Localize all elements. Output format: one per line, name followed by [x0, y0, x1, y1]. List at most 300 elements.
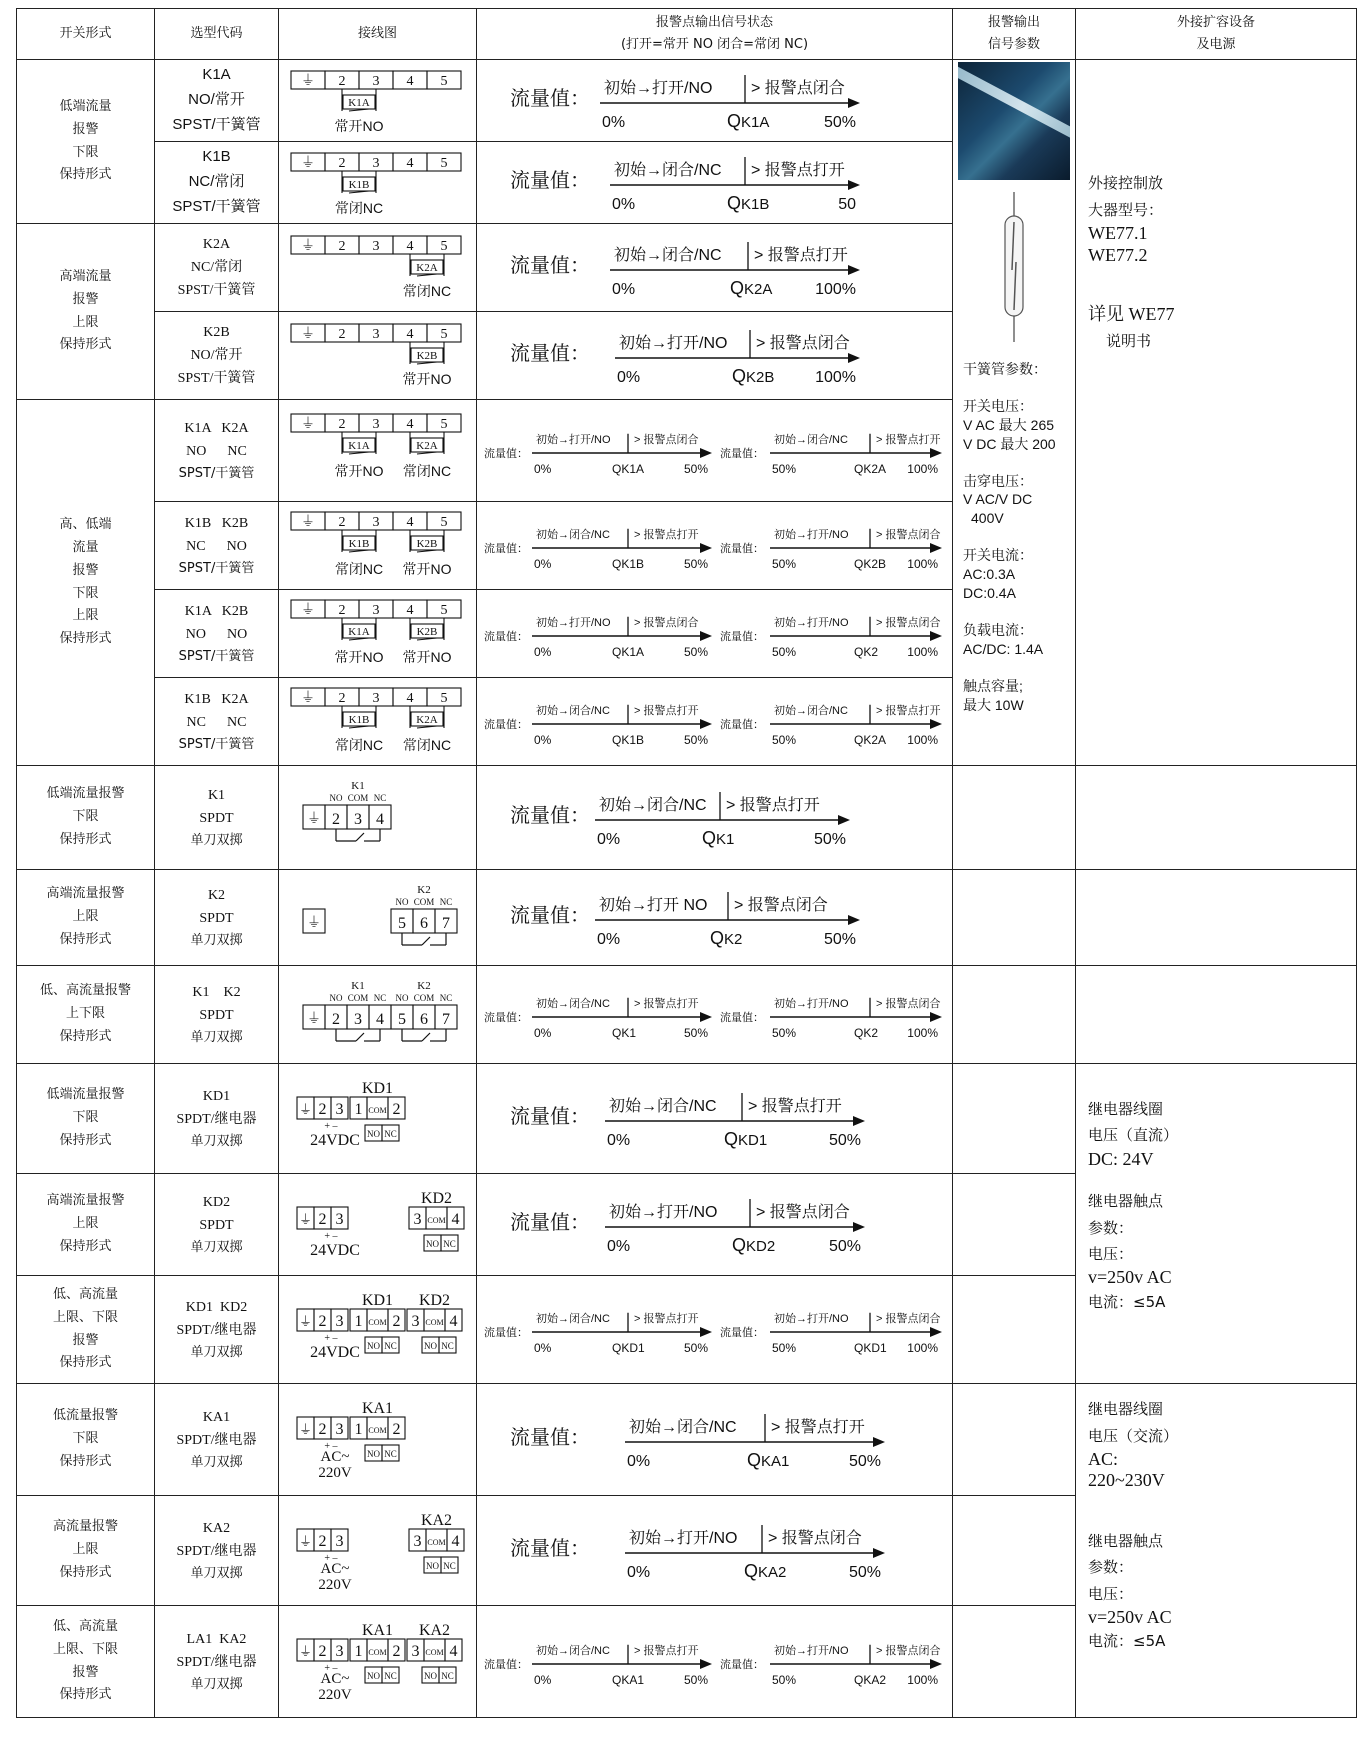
scale-start-label: 0% — [596, 830, 620, 848]
scale-end-label: 50% — [683, 461, 708, 476]
scale-end-label: 50% — [683, 732, 708, 747]
ground-icon: ⏚ — [298, 1533, 312, 1549]
alarm-point-label: QK1A — [726, 110, 769, 131]
init-state-label: 初始→闭合/NC — [773, 704, 848, 717]
status-r1 — [477, 60, 953, 142]
ground-icon: ⏚ — [300, 71, 315, 88]
contact-label: K1B — [348, 713, 369, 726]
nc-label: NC — [383, 1448, 397, 1459]
flow-value-label: 流量值： — [509, 1211, 590, 1234]
alarm-point-label: QK1 — [701, 827, 734, 848]
ext-empty-9 — [1076, 766, 1357, 870]
init-state-label: 初始→闭合/NC — [613, 161, 722, 179]
contact-label: K2A — [415, 439, 438, 452]
alarm-state-label: > 报警点闭合 — [875, 1312, 940, 1325]
terminal-number: 4 — [406, 602, 413, 618]
ground-icon: ⏚ — [298, 1211, 312, 1227]
header-status-title: 报警点输出信号状态 — [655, 14, 773, 30]
terminal-number: 3 — [353, 810, 362, 828]
scale-end-label: 50% — [683, 1025, 708, 1040]
alarm-state-label: > 报警点打开 — [747, 1097, 842, 1115]
axis-arrow-icon — [838, 815, 850, 825]
terminal-number: 5 — [397, 1010, 406, 1028]
terminal-number: 3 — [335, 1420, 343, 1438]
init-state-label: 初始→闭合/NC — [598, 796, 707, 814]
no-label: NO — [366, 1128, 380, 1139]
alarm-state-label: > 报警点打开 — [633, 704, 698, 717]
alarm-point-label: QK1B — [726, 192, 769, 213]
supply-label: 220V — [317, 1576, 352, 1593]
contact-type-label: 常闭NC — [402, 736, 451, 753]
code-k12: K1 K2 SPDT 单刀双掷 — [155, 966, 279, 1064]
init-state-label: 初始→打开/NO — [618, 334, 727, 352]
supply-label: 24VDC — [309, 1241, 360, 1259]
terminal-number: 1 — [354, 1312, 362, 1330]
wiring-k2b — [279, 312, 477, 400]
scale-start-label: 0% — [611, 195, 635, 213]
flow-value-label: 流量值： — [719, 447, 764, 460]
terminal-number: 7 — [441, 914, 450, 932]
header-row — [17, 9, 1357, 60]
init-state-label: 初始→闭合/NC — [773, 433, 848, 446]
status-r7 — [477, 590, 953, 678]
nc-label: NC — [383, 1128, 397, 1139]
axis-arrow-icon — [848, 265, 860, 275]
no-label: NO — [366, 1670, 380, 1681]
scale-start-label: 0% — [533, 1025, 551, 1040]
scale-start-label: 0% — [596, 930, 620, 948]
code-kd2: KD2 SPDT 单刀双掷 — [155, 1174, 279, 1276]
alarm-point-label: QK2 — [709, 927, 742, 948]
terminal-number: 2 — [338, 690, 345, 706]
terminal-number: 5 — [440, 155, 447, 171]
scale-start-label: 0% — [533, 1340, 551, 1355]
header-code: 选型代码 — [155, 9, 279, 60]
params-empty-14 — [953, 1276, 1076, 1384]
terminal-number: 2 — [318, 1532, 326, 1550]
ext-empty-11 — [1076, 966, 1357, 1064]
contact-label: K2A — [415, 261, 438, 274]
init-state-label: 初始→闭合/NC — [628, 1418, 737, 1436]
ground-icon: ⏚ — [300, 324, 315, 341]
code-k1a-k2b: K1A K2B NO NO SPST/干簧管 — [155, 590, 279, 678]
relay-name: KD2 — [418, 1291, 450, 1309]
no-label: NO — [425, 1560, 439, 1571]
com-label: COM — [426, 1215, 446, 1225]
reed-switch-drawing — [999, 192, 1029, 342]
params-empty-15 — [953, 1384, 1076, 1496]
scale-end-label: 50% — [683, 1672, 708, 1687]
axis-arrow-icon — [930, 1012, 942, 1022]
terminal-number: 2 — [338, 514, 345, 530]
supply-label: AC~ — [320, 1670, 349, 1687]
com-label: COM — [413, 992, 434, 1003]
alarm-point-label: QKA2 — [743, 1560, 786, 1581]
terminal-number: 4 — [451, 1532, 459, 1550]
terminal-number: 4 — [451, 1210, 459, 1228]
terminal-number: 3 — [411, 1642, 419, 1660]
terminal-number: 3 — [413, 1210, 421, 1228]
switch-form-high: 高端流量 报警 上限 保持形式 — [17, 224, 155, 400]
reed-params-cell — [953, 60, 1076, 766]
terminal-number: 3 — [335, 1312, 343, 1330]
terminal-number: 4 — [406, 326, 413, 342]
terminal-number: 3 — [372, 514, 379, 530]
axis-arrow-icon — [853, 1116, 865, 1126]
flow-value-label: 流量值： — [509, 904, 590, 927]
header-ext — [1076, 9, 1357, 60]
no-label: NO — [423, 1670, 437, 1681]
axis-arrow-icon — [873, 1437, 885, 1447]
terminal-number: 5 — [440, 514, 447, 530]
reed-params: 干簧管参数： 开关电压： V AC 最大 265 V DC 最大 200 击穿电压： V AC/V DC 400V 开关电流： AC:0.3A DC:0.4A 负载电流： AC/DC: 1.4A 触点容量; 最大 10W — [963, 361, 1056, 713]
init-state-label: 初始→闭合/NC — [535, 1312, 610, 1325]
flow-value-label: 流量值： — [483, 542, 528, 555]
terminal-number: 1 — [354, 1100, 362, 1118]
terminal-number: 3 — [372, 238, 379, 254]
scale-start-label: 0% — [606, 1237, 630, 1255]
scale-end-label: 50 — [837, 195, 856, 213]
wiring-la12 — [279, 1606, 477, 1718]
wiring-kd1 — [279, 1064, 477, 1174]
contact-type-label: 常闭NC — [334, 736, 383, 753]
com-label: COM — [367, 1647, 387, 1657]
alarm-point-label: QKD1 — [611, 1340, 645, 1355]
alarm-point-label: QK2A — [853, 732, 886, 747]
scale-end-label: 100% — [906, 461, 938, 476]
axis-arrow-icon — [930, 631, 942, 641]
scale-start-label: 0% — [533, 1672, 551, 1687]
contact-label: K1B — [348, 537, 369, 550]
supply-label: 24VDC — [309, 1131, 360, 1149]
terminal-number: 4 — [375, 1010, 384, 1028]
contact-label: K1A — [347, 439, 370, 452]
terminal-number: 2 — [338, 155, 345, 171]
axis-arrow-icon — [930, 1659, 942, 1669]
contact-type-label: 常开NO — [334, 648, 383, 665]
alarm-point-label: QKA2 — [853, 1672, 886, 1687]
switch-form-ka2: 高流量报警 上限 保持形式 — [17, 1496, 155, 1606]
contact-label: K1A — [347, 96, 370, 109]
alarm-state-label: > 报警点打开 — [770, 1418, 865, 1436]
axis-arrow-icon — [700, 631, 712, 641]
nc-label: NC — [440, 1670, 454, 1681]
polarity-label: + – — [323, 1230, 338, 1242]
params-empty-12 — [953, 1064, 1076, 1174]
terminal-number: 4 — [449, 1312, 457, 1330]
contact-label: K2B — [416, 537, 437, 550]
code-k2b: K2B NO/常开 SPST/干簧管 — [155, 312, 279, 400]
contact-label: K2B — [416, 349, 437, 362]
contact-type-label: 常开NO — [402, 648, 451, 665]
status-r2 — [477, 142, 953, 224]
alarm-state-label: > 报警点打开 — [753, 246, 848, 264]
code-ka2: KA2 SPDT/继电器 单刀双掷 — [155, 1496, 279, 1606]
init-state-label: 初始→打开/NO — [773, 1644, 849, 1657]
nc-label: NC — [373, 792, 386, 803]
flow-value-label: 流量值： — [509, 1537, 590, 1560]
flow-value-label: 流量值： — [509, 804, 590, 827]
flow-value-label: 流量值： — [719, 542, 764, 555]
alarm-point-label: QK2B — [853, 556, 886, 571]
com-label: COM — [367, 1317, 387, 1327]
terminal-number: 2 — [392, 1642, 400, 1660]
relay-name: KA1 — [361, 1621, 393, 1639]
params-empty-9 — [953, 766, 1076, 870]
alarm-point-label: QK1 — [611, 1025, 636, 1040]
relay-name: KA2 — [420, 1511, 452, 1529]
alarm-state-label: > 报警点闭合 — [750, 79, 845, 97]
ground-icon: ⏚ — [298, 1101, 312, 1117]
status-r14 — [477, 1276, 953, 1384]
flow-value-label: 流量值： — [509, 342, 590, 365]
header-wiring: 接线图 — [279, 9, 477, 60]
header-params — [953, 9, 1076, 60]
com-label: COM — [424, 1647, 444, 1657]
code-k1: K1 SPDT 单刀双掷 — [155, 766, 279, 870]
terminal-number: 4 — [406, 416, 413, 432]
axis-arrow-icon — [930, 1327, 942, 1337]
scale-start-label: 50% — [771, 556, 796, 571]
terminal-number: 5 — [440, 326, 447, 342]
contact-label: K1B — [348, 178, 369, 191]
code-k1a-k2a: K1A K2A NO NC SPST/干簧管 — [155, 400, 279, 502]
flow-value-label: 流量值： — [483, 718, 528, 731]
polarity-label: + – — [323, 1662, 338, 1674]
terminal-number: 5 — [440, 238, 447, 254]
switch-form-kd12: 低、高流量 上限、下限 报警 保持形式 — [17, 1276, 155, 1384]
wiring-k1a-k2b — [279, 590, 477, 678]
scale-start-label: 0% — [533, 732, 551, 747]
com-label: COM — [367, 1105, 387, 1115]
init-state-label: 初始→打开/NO — [773, 1312, 849, 1325]
switch-form-k12: 低、高流量报警 上下限 保持形式 — [17, 966, 155, 1064]
relay-name: KD1 — [361, 1291, 393, 1309]
terminal-number: 7 — [441, 1010, 450, 1028]
scale-end-label: 50% — [848, 1563, 881, 1581]
scale-start-label: 50% — [771, 644, 796, 659]
scale-end-label: 100% — [906, 1025, 938, 1040]
axis-arrow-icon — [873, 1548, 885, 1558]
terminal-number: 4 — [406, 238, 413, 254]
terminal-number: 1 — [354, 1642, 362, 1660]
contact-type-label: 常闭NC — [402, 462, 451, 479]
scale-end-label: 100% — [814, 280, 856, 298]
flow-value-label: 流量值： — [509, 87, 590, 110]
scale-start-label: 0% — [611, 280, 635, 298]
contact-type-label: 常开NO — [402, 560, 451, 577]
no-label: NO — [395, 896, 408, 907]
relay-name: K2 — [416, 883, 431, 896]
terminal-number: 3 — [335, 1100, 343, 1118]
nc-label: NC — [440, 1340, 454, 1351]
no-label: NO — [366, 1448, 380, 1459]
axis-arrow-icon — [848, 98, 860, 108]
wiring-k1a-k2a — [279, 400, 477, 502]
ground-icon: ⏚ — [300, 236, 315, 253]
init-state-label: 初始→闭合/NC — [535, 997, 610, 1010]
terminal-number: 3 — [372, 416, 379, 432]
alarm-state-label: > 报警点闭合 — [755, 334, 850, 352]
init-state-label: 初始→打开/NO — [535, 433, 611, 446]
com-label: COM — [367, 1425, 387, 1435]
status-r10 — [477, 870, 953, 966]
terminal-number: 3 — [372, 73, 379, 89]
scale-start-label: 50% — [771, 732, 796, 747]
terminal-number: 4 — [449, 1642, 457, 1660]
terminal-number: 5 — [440, 73, 447, 89]
init-state-label: 初始→打开/NO — [628, 1529, 737, 1547]
init-state-label: 初始→闭合/NC — [535, 528, 610, 541]
alarm-point-label: QK1A — [611, 461, 644, 476]
terminal-number: 3 — [413, 1532, 421, 1550]
ground-icon: ⏚ — [300, 688, 315, 705]
axis-arrow-icon — [700, 719, 712, 729]
nc-label: NC — [439, 896, 452, 907]
ground-icon: ⏚ — [300, 600, 315, 617]
terminal-number: 2 — [318, 1642, 326, 1660]
com-label: COM — [426, 1537, 446, 1547]
terminal-number: 3 — [372, 602, 379, 618]
ext-amplifier: 外接控制放 大器型号： WE77.1 WE77.2 详见 WE77 说明书 — [1076, 60, 1357, 766]
scale-start-label: 0% — [626, 1563, 650, 1581]
scale-start-label: 0% — [601, 113, 625, 131]
wiring-kd12 — [279, 1276, 477, 1384]
contact-type-label: 常开NO — [334, 117, 383, 134]
switch-form-k2: 高端流量报警 上限 保持形式 — [17, 870, 155, 966]
alarm-point-label: QKA1 — [746, 1449, 789, 1470]
alarm-state-label: > 报警点打开 — [633, 528, 698, 541]
flow-value-label: 流量值： — [719, 1011, 764, 1024]
status-r17 — [477, 1606, 953, 1718]
terminal-number: 2 — [338, 73, 345, 89]
code-k1b: K1B NC/常闭 SPST/干簧管 — [155, 142, 279, 224]
alarm-point-label: QKD1 — [723, 1128, 767, 1149]
scale-end-label: 100% — [906, 1340, 938, 1355]
com-label: COM — [347, 792, 368, 803]
terminal-number: 5 — [440, 602, 447, 618]
scale-start-label: 0% — [533, 644, 551, 659]
supply-label: AC~ — [320, 1560, 349, 1577]
alarm-state-label: > 报警点打开 — [633, 1644, 698, 1657]
terminal-number: 4 — [406, 155, 413, 171]
wiring-k1b — [279, 142, 477, 224]
contact-label: K2A — [415, 713, 438, 726]
code-k1b-k2a: K1B K2A NC NC SPST/干簧管 — [155, 678, 279, 766]
flow-value-label: 流量值： — [509, 1426, 590, 1449]
header-status-sub: (打开=常开 NO 闭合=常闭 NC) — [620, 37, 809, 52]
scale-end-label: 100% — [906, 644, 938, 659]
terminal-number: 2 — [331, 810, 340, 828]
switch-form-kd2: 高端流量报警 上限 保持形式 — [17, 1174, 155, 1276]
polarity-label: + – — [323, 1120, 338, 1132]
alarm-state-label: > 报警点闭合 — [633, 433, 698, 446]
terminal-number: 2 — [392, 1312, 400, 1330]
contact-type-label: 常开NO — [402, 370, 451, 387]
alarm-point-label: QK2 — [853, 644, 878, 659]
init-state-label: 初始→闭合/NC — [535, 1644, 610, 1657]
alarm-state-label: > 报警点打开 — [750, 161, 845, 179]
flow-value-label: 流量值： — [509, 169, 590, 192]
code-k1b-k2b: K1B K2B NC NO SPST/干簧管 — [155, 502, 279, 590]
polarity-label: + – — [323, 1552, 338, 1564]
terminal-number: 2 — [318, 1210, 326, 1228]
terminal-number: 2 — [318, 1312, 326, 1330]
header-switch-form: 开关形式 — [17, 9, 155, 60]
axis-arrow-icon — [848, 353, 860, 363]
code-kd1: KD1 SPDT/继电器 单刀双掷 — [155, 1064, 279, 1174]
wiring-ka1 — [279, 1384, 477, 1496]
init-state-label: 初始→打开/NO — [535, 616, 611, 629]
ground-icon: ⏚ — [306, 1009, 321, 1026]
polarity-label: + – — [323, 1332, 338, 1344]
ext-empty-10 — [1076, 870, 1357, 966]
terminal-number: 2 — [392, 1100, 400, 1118]
alarm-point-label: QK2 — [853, 1025, 878, 1040]
terminal-number: 4 — [406, 514, 413, 530]
scale-start-label: 0% — [606, 1131, 630, 1149]
relay-name: K1 — [350, 779, 365, 792]
terminal-number: 4 — [375, 810, 384, 828]
wiring-k12 — [279, 966, 477, 1064]
supply-label: 24VDC — [309, 1343, 360, 1361]
ground-icon: ⏚ — [300, 153, 315, 170]
init-state-label: 初始→闭合/NC — [535, 704, 610, 717]
wiring-k1b-k2b — [279, 502, 477, 590]
header-status — [477, 9, 953, 60]
scale-start-label: 50% — [771, 1025, 796, 1040]
nc-label: NC — [383, 1340, 397, 1351]
terminal-number: 3 — [335, 1532, 343, 1550]
supply-label: AC~ — [320, 1448, 349, 1465]
params-empty-10 — [953, 870, 1076, 966]
params-empty-16 — [953, 1496, 1076, 1606]
terminal-number: 3 — [335, 1642, 343, 1660]
terminal-number: 2 — [318, 1420, 326, 1438]
scale-end-label: 50% — [683, 1340, 708, 1355]
no-label: NO — [329, 992, 342, 1003]
init-state-label: 初始→打开 NO — [598, 896, 707, 914]
scale-end-label: 100% — [906, 1672, 938, 1687]
flow-value-label: 流量值： — [719, 718, 764, 731]
polarity-label: + – — [323, 1440, 338, 1452]
wiring-k2a — [279, 224, 477, 312]
alarm-state-label: > 报警点闭合 — [875, 616, 940, 629]
alarm-point-label: QKA1 — [611, 1672, 644, 1687]
terminal-number: 1 — [354, 1420, 362, 1438]
alarm-point-label: QKD2 — [731, 1234, 775, 1255]
scale-end-label: 50% — [683, 644, 708, 659]
axis-arrow-icon — [700, 1012, 712, 1022]
scale-start-label: 50% — [771, 1672, 796, 1687]
ground-icon: ⏚ — [298, 1313, 312, 1329]
ext-dc-relay: 继电器线圈 电压（直流） DC: 24V 继电器触点 参数： 电压： v=250v AC 电流：≤5A — [1076, 1064, 1357, 1384]
switch-form-low: 低端流量 报警 下限 保持形式 — [17, 60, 155, 224]
alarm-state-label: > 报警点闭合 — [755, 1203, 850, 1221]
code-k2: K2 SPDT 单刀双掷 — [155, 870, 279, 966]
switch-form-ka1: 低流量报警 下限 保持形式 — [17, 1384, 155, 1496]
axis-arrow-icon — [930, 543, 942, 553]
init-state-label: 初始→打开/NO — [773, 997, 849, 1010]
com-label: COM — [424, 1317, 444, 1327]
terminal-number: 3 — [411, 1312, 419, 1330]
axis-arrow-icon — [700, 1327, 712, 1337]
ground-icon: ⏚ — [298, 1421, 312, 1437]
flow-value-label: 流量值： — [719, 1658, 764, 1671]
init-state-label: 初始→闭合/NC — [613, 246, 722, 264]
com-label: COM — [347, 992, 368, 1003]
scale-start-label: 0% — [533, 556, 551, 571]
